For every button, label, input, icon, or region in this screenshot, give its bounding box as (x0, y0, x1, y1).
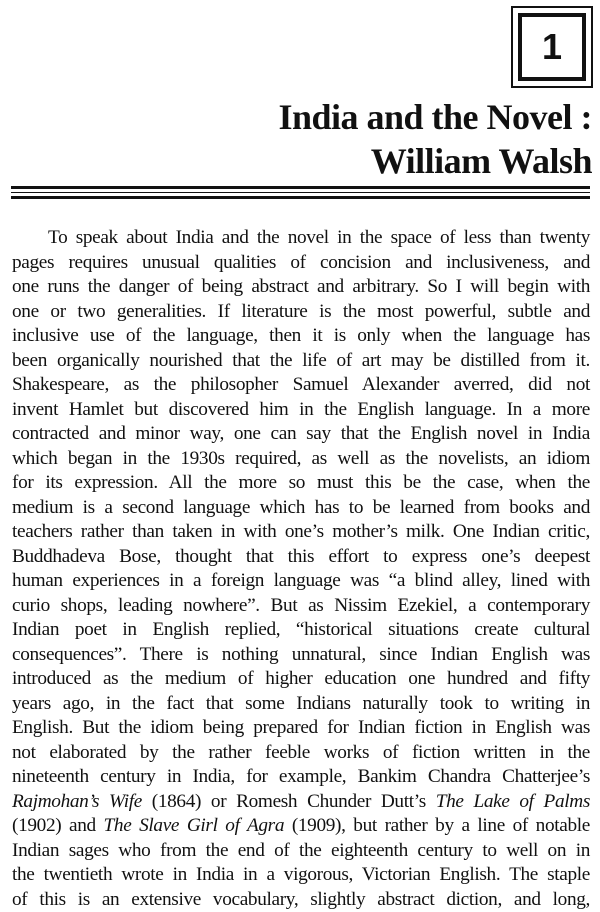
text-line: Indian sages who from the end of the eighteenth century to well on in (12, 839, 590, 864)
divider-rule-top (11, 186, 590, 189)
text-line-italic-titles: (1902) and The Slave Girl of Agra (1909), but rather by a line of notable (12, 814, 590, 839)
text-line: of this is an extensive vocabulary, slightly abstract diction, and long, (12, 888, 590, 912)
text-line: contracted and minor way, one can say that the English novel in India (12, 422, 590, 447)
text-line: English. But the idiom being prepared for Indian fiction in English was (12, 716, 590, 741)
text-line: human experiences in a foreign language was “a blind alley, lined with (12, 569, 590, 594)
text-line: To speak about India and the novel in the space of less than twenty (12, 226, 590, 251)
text-line: for its expression. All the more so must this be the case, when the (12, 471, 590, 496)
text-line: inclusive use of the language, then it is only when the language has (12, 324, 590, 349)
divider-rule-middle (11, 192, 590, 193)
text-line: pages requires unusual qualities of concision and inclusiveness, and (12, 251, 590, 276)
text-line: teachers rather than taken in with one’s mother’s milk. One Indian critic, (12, 520, 590, 545)
text-line: Shakespeare, as the philosopher Samuel Alexander averred, did not (12, 373, 590, 398)
text-line: consequences”. There is nothing unnatural, since Indian English was (12, 643, 590, 668)
text-line: one or two generalities. If literature is the most powerful, subtle and (12, 300, 590, 325)
chapter-number-box (511, 6, 593, 88)
text-line: Buddhadeva Bose, thought that this effort to express one’s deepest (12, 545, 590, 570)
chapter-title (278, 95, 592, 183)
text-line: the twentieth wrote in India in a vigorous, Victorian English. The staple (12, 863, 590, 888)
text-line: introduced as the medium of higher education one hundred and fifty (12, 667, 590, 692)
text-line: Indian poet in English replied, “historical situations create cultural (12, 618, 590, 643)
text-line: which began in the 1930s required, as well as the novelists, an idiom (12, 447, 590, 472)
chapter-number-frame (518, 13, 586, 81)
body-paragraph (12, 226, 590, 912)
text-line: medium is a second language which has to be learned from books and (12, 496, 590, 521)
text-line: invent Hamlet but discovered him in the English language. In a more (12, 398, 590, 423)
text-line-italic-titles: Rajmohan’s Wife (1864) or Romesh Chunder Dutt’s The Lake of Palms (12, 790, 590, 815)
chapter-title-line-1: India and the Novel : (278, 95, 592, 139)
divider-rule-bottom (11, 196, 590, 199)
text-line: one runs the danger of being abstract and arbitrary. So I will begin with (12, 275, 590, 300)
title-divider (11, 186, 590, 199)
text-line: not elaborated by the rather feeble works of fiction written in the (12, 741, 590, 766)
chapter-number: 1 (542, 29, 562, 65)
text-line: curio shops, leading nowhere”. But as Nissim Ezekiel, a contemporary (12, 594, 590, 619)
text-line: nineteenth century in India, for example, Bankim Chandra Chatterjee’s (12, 765, 590, 790)
text-line: been organically nourished that the life of art may be distilled from it. (12, 349, 590, 374)
text-line: years ago, in the fact that some Indians naturally took to writing in (12, 692, 590, 717)
chapter-title-line-2: William Walsh (278, 139, 592, 183)
